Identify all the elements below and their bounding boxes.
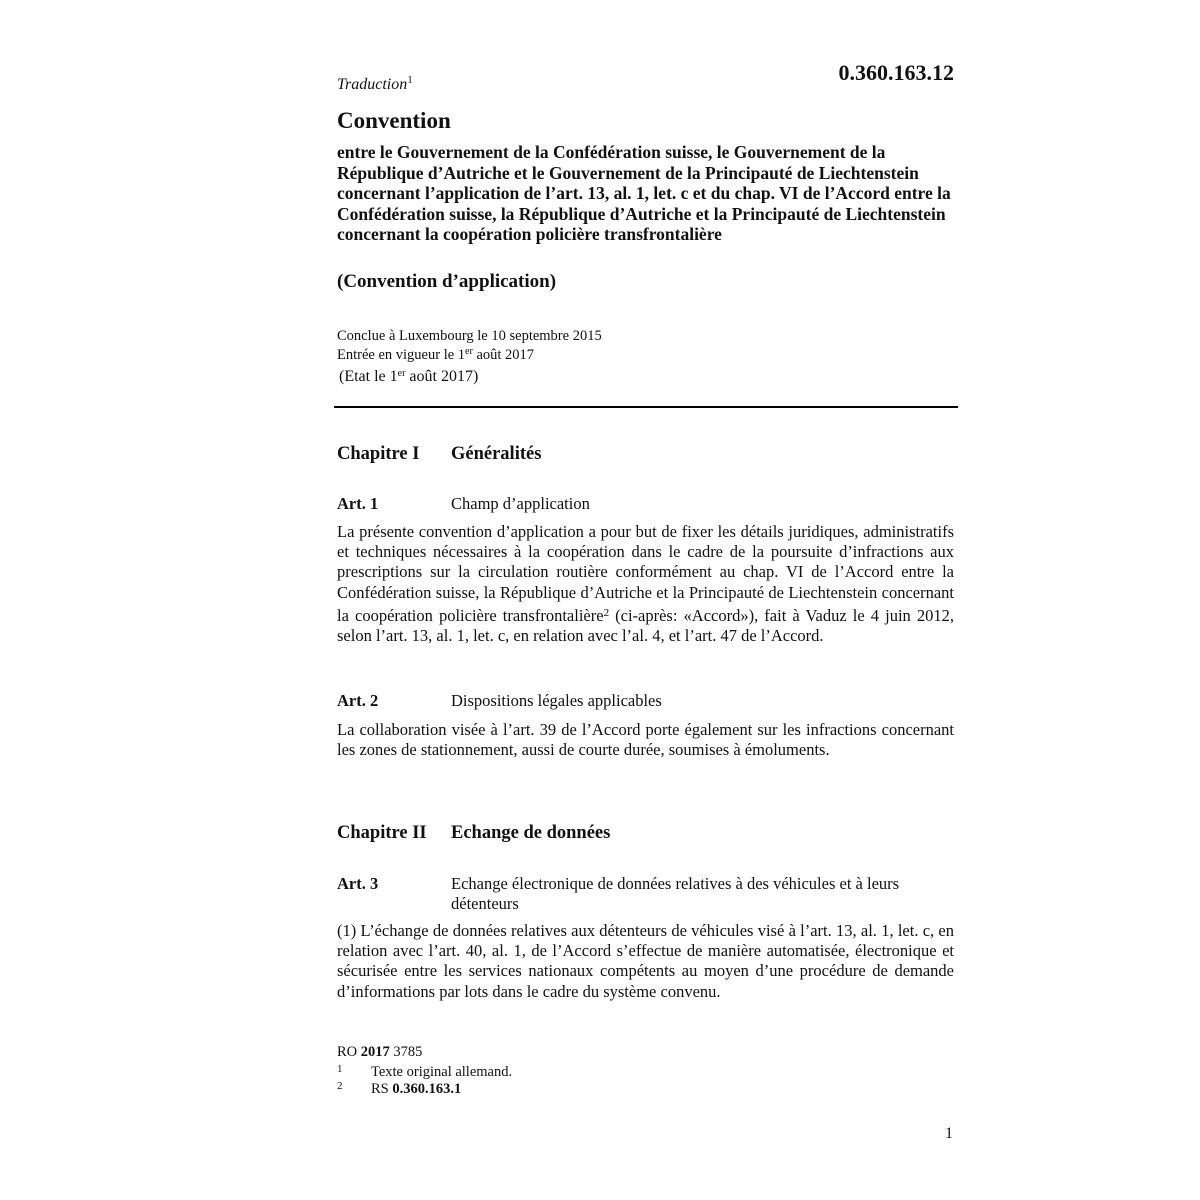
- article-1-text: La présente convention d’application a pour but de fixer les détails juridiques, administratifs et techniques nécessaires à la coopération dans le cadre de la poursuite d’infractions aux prescriptions sur la circulation routière conformément au chap. VI de l’Accord entre la Confédération suisse, la République d’Autriche et la Principauté de Liechtenstein concernant la coopération policière transfrontalière$^2$ (ci-après: «Accord»), fait à Vaduz le 4 juin 2012, selon l’art. 13, al. 1, let. c, en relation avec l’al. 4, et l’art. 47 de l’Accord.: [337, 522, 955, 646]
- article-2-text: La collaboration visée à l’art. 39 de l’Accord porte également sur les infractions concernant les zones de stationnement, aussi de courte durée, soumises à émoluments.: [337, 720, 954, 760]
- article-heading-3: Art. 3 Echange électronique de données relatives à des véhicules et à leurs détenteurs: [337, 874, 900, 913]
- header-divider: [334, 406, 958, 408]
- footnote-2: 2 RS 0.360.163.1: [337, 1080, 462, 1097]
- chapter-heading-2: Chapitre II Echange de données: [337, 823, 611, 843]
- official-compilation-ref: RO 2017 3785: [337, 1044, 423, 1060]
- footnote-1: 1 Texte original allemand.: [337, 1063, 513, 1080]
- article-heading-1: Art. 1 Champ d’application: [337, 494, 590, 513]
- sr-number: 0.360.163.12: [838, 60, 954, 85]
- document-subtitle: entre le Gouvernement de la Confédération suisse, le Gouvernement de la République d’Autriche et le Gouvernement de la Principauté de Liechtenstein concernant l’application de l’art. 13, al. 1, let. c et du chap. VI de l’Accord entre la Confédération suisse, la République d’Autriche et la Principauté de Liechtenstein concernant la coopération policière transfrontalière: [337, 142, 951, 244]
- chapter-heading-1: Chapitre I Généralités: [337, 444, 542, 464]
- article-3-text: (1) L’échange de données relatives aux détenteurs de véhicules visé à l’art. 13, al. 1, let. c, en relation avec l’art. 40, al. 1, de l’Accord s’effectue de manière automatisée, électronique et sécurisée entre les services nationaux compétents au moyen d’une procédure de demande d’informations par lots dans le cadre du système convenu.: [337, 921, 954, 1001]
- footnote-ref-2[interactable]: 2: [603, 606, 610, 619]
- translation-label: Traduction$^1$: [337, 74, 413, 93]
- entry-into-force: Entrée en vigueur le 1er août 2017: [337, 346, 535, 363]
- document-title: Convention: [337, 108, 451, 133]
- article-heading-2: Art. 2 Dispositions légales applicables: [337, 691, 662, 710]
- page-number: 1: [945, 1125, 953, 1142]
- status-date: (Etat le 1er août 2017): [339, 368, 479, 385]
- concluded-date: Conclue à Luxembourg le 10 septembre 2015: [337, 328, 602, 344]
- footnote-ref-1[interactable]: 1: [407, 74, 413, 86]
- short-title: (Convention d’application): [337, 271, 557, 292]
